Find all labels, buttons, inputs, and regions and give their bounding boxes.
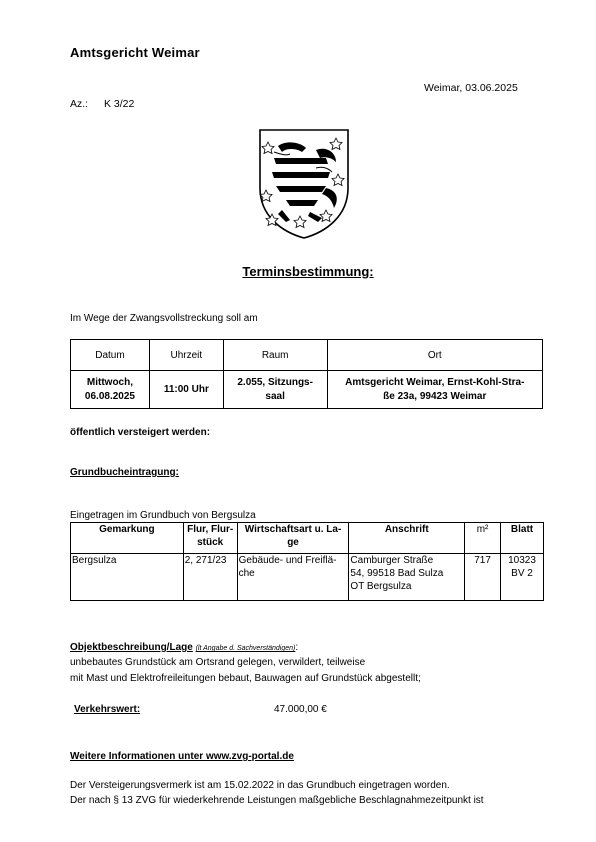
objekt-title: Objektbeschreibung/Lage <box>70 642 193 653</box>
header-anschrift: Anschrift <box>349 523 465 554</box>
blatt-line-1: 10323 <box>508 555 536 566</box>
objekt-line-2: mit Mast und Elektrofreileitungen bebaut, Bauwagen auf Grundstück abgestellt; <box>70 673 421 684</box>
blatt-line-2: BV 2 <box>511 568 533 579</box>
raum-line-2: saal <box>265 390 285 402</box>
header-wirtschaftsart <box>237 523 349 554</box>
datum-line-2: 06.08.2025 <box>84 390 135 402</box>
court-name: Amtsgericht Weimar <box>70 45 200 60</box>
table-header-row <box>71 340 543 371</box>
anschrift-line-3: OT Bergsulza <box>350 581 412 592</box>
anschrift-line-1: Camburger Straße <box>350 555 434 566</box>
footer-line-2: Der nach § 13 ZVG für wiederkehrende Leistungen maßgebliche Beschlagnahmezeitpunkt ist <box>70 795 484 806</box>
place-date: Weimar, 03.06.2025 <box>424 82 518 94</box>
cell-datum <box>71 371 150 409</box>
cell-gemarkung: Bergsulza <box>71 554 184 601</box>
cell-blatt <box>501 554 544 601</box>
table-header-row <box>71 523 544 554</box>
ort-line-1: Amtsgericht Weimar, Ernst-Kohl-Stra- <box>345 376 525 388</box>
verkehrswert-label: Verkehrswert: <box>74 704 141 715</box>
appointment-table <box>70 339 543 409</box>
wirt-line-1: Gebäude- und Freiflä- <box>238 555 337 566</box>
page-title: Terminsbestimmung: <box>242 264 374 279</box>
header-gemarkung: Gemarkung <box>71 523 184 554</box>
ort-line-2: ße 23a, 99423 Weimar <box>383 390 487 402</box>
header-uhrzeit: Uhrzeit <box>149 340 223 371</box>
verkehrswert-value: 47.000,00 € <box>274 704 327 715</box>
cell-uhrzeit: 11:00 Uhr <box>149 371 223 409</box>
intro-text: Im Wege der Zwangsvollstreckung soll am <box>70 313 258 324</box>
wirt-line-2: che <box>238 568 255 579</box>
wirt-header-line-2: ge <box>287 537 299 548</box>
thuringia-coat-of-arms-icon <box>256 128 352 240</box>
file-number-label: Az.: <box>70 98 89 110</box>
section-title-objekt: Objektbeschreibung/Lage (lt Angabe d. Sachverständigen): <box>70 642 299 653</box>
grundbuch-table <box>70 522 544 601</box>
header-raum: Raum <box>223 340 327 371</box>
datum-line-1: Mittwoch, <box>86 376 133 388</box>
auction-statement: öffentlich versteigert werden: <box>70 427 211 438</box>
cell-ort <box>327 371 542 409</box>
grundbuch-intro: Eingetragen im Grundbuch von Bergsulza <box>70 510 256 521</box>
table-row <box>71 554 544 601</box>
cell-wirtschaftsart <box>237 554 349 601</box>
objekt-line-1: unbebautes Grundstück am Ortsrand gelegen, verwildert, teilweise <box>70 657 366 668</box>
header-ort: Ort <box>327 340 542 371</box>
info-link[interactable]: Weitere Informationen unter www.zvg-portal.de <box>70 751 294 762</box>
flur-header-line-1: Flur, Flur- <box>187 524 234 535</box>
section-title-grundbuch: Grundbucheintragung: <box>70 467 179 478</box>
flur-header-line-2: stück <box>197 537 224 548</box>
file-number-value: K 3/22 <box>104 98 135 110</box>
wirt-header-line-1: Wirtschaftsart u. La- <box>244 524 342 535</box>
footer-line-1: Der Versteigerungsvermerk ist am 15.02.2022 in das Grundbuch eingetragen worden. <box>70 780 450 791</box>
cell-anschrift <box>349 554 465 601</box>
objekt-note: (lt Angabe d. Sachverständigen) <box>195 645 296 652</box>
anschrift-line-2: 54, 99518 Bad Sulza <box>350 568 444 579</box>
header-m2: m² <box>465 523 501 554</box>
header-datum: Datum <box>71 340 150 371</box>
cell-raum <box>223 371 327 409</box>
raum-line-1: 2.055, Sitzungs- <box>237 376 313 388</box>
header-flur <box>183 523 237 554</box>
cell-m2: 717 <box>465 554 501 601</box>
header-blatt: Blatt <box>501 523 544 554</box>
table-row <box>71 371 543 409</box>
cell-flur: 2, 271/23 <box>183 554 237 601</box>
